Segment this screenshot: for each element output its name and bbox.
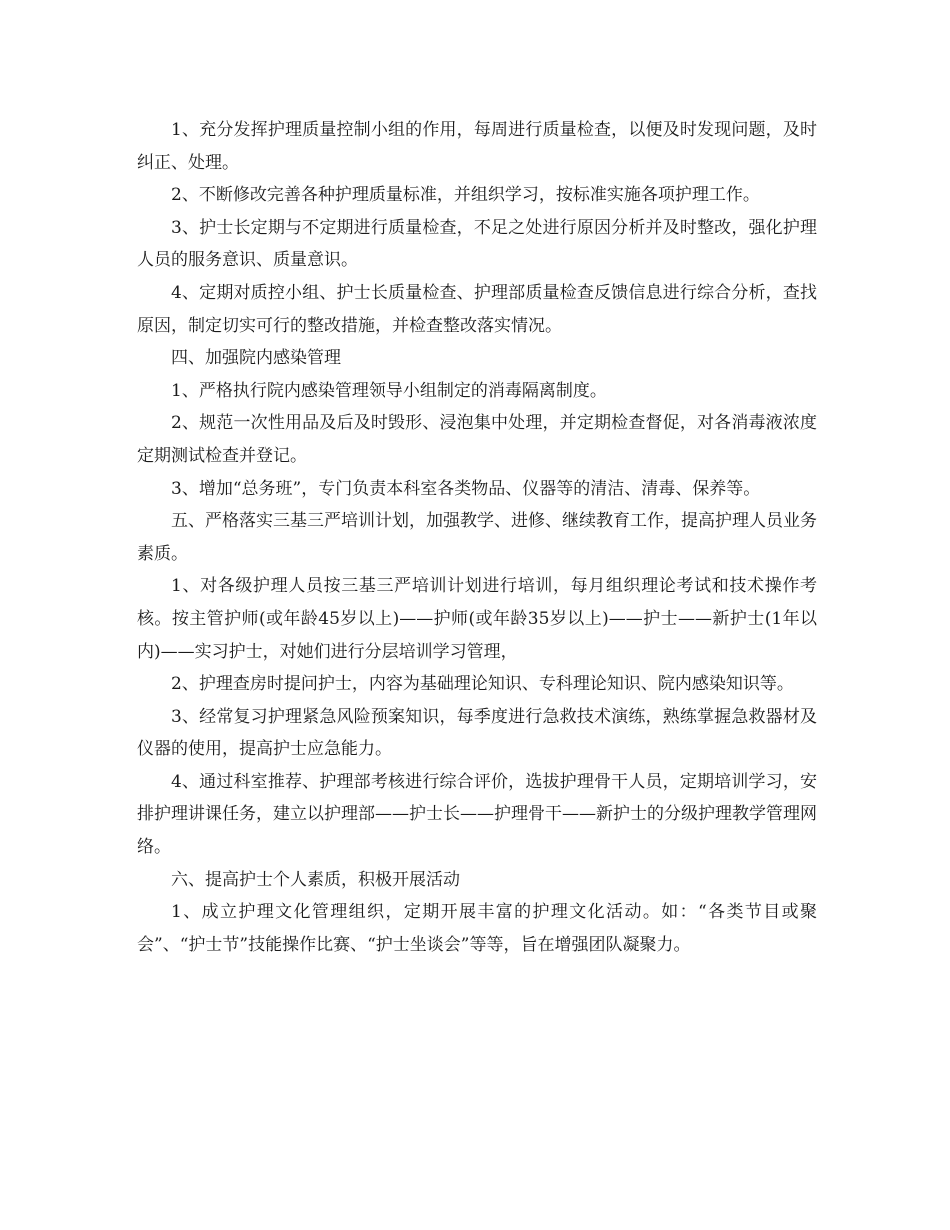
paragraph-quality-control-group: 1、充分发挥护理质量控制小组的作用，每周进行质量检查，以便及时发现问题，及时纠正、处理。 [137,120,817,173]
paragraph-disposable-items: 2、规范一次性用品及后及时毁形、浸泡集中处理，并定期检查督促，对各消毒液浓度定期测试检查并登记。 [137,413,817,466]
paragraph-disinfection-system: 1、严格执行院内感染管理领导小组制定的消毒隔离制度。 [171,380,607,401]
paragraph-ward-round-questions: 2、护理查房时提问护士，内容为基础理论知识、专科理论知识、院内感染知识等。 [171,674,794,695]
paragraph-quality-standards: 2、不断修改完善各种护理质量标准，并组织学习，按标准实施各项护理工作。 [171,185,760,206]
section-heading-infection-control: 四、加强院内感染管理 [171,348,341,369]
paragraph-teaching-network: 4、通过科室推荐、护理部考核进行综合评价，选拔护理骨干人员，定期培训学习，安排护理讲课任务，建立以护理部——护士长——护理骨干——新护士的分级护理教学管理网络。 [137,771,817,858]
paragraph-general-affairs-shift: 3、增加“总务班”，专门负责本科室各类物品、仪器等的清洁、清毒、保养等。 [171,478,761,499]
section-heading-training-plan: 五、严格落实三基三严培训计划，加强教学、进修、继续教育工作，提高护理人员业务素质。 [137,511,817,564]
paragraph-head-nurse-checks: 3、护士长定期与不定期进行质量检查，不足之处进行原因分析并及时整改，强化护理人员的服务意识、质量意识。 [137,217,817,271]
paragraph-emergency-drills: 3、经常复习护理紧急风险预案知识，每季度进行急救技术演练，熟练掌握急救器材及仪器的使用，提高护士应急能力。 [137,706,817,760]
paragraph-nursing-culture: 1、成立护理文化管理组织，定期开展丰富的护理文化活动。如：“各类节目或聚会”、“护士节”技能操作比赛、“护士坐谈会”等等，旨在增强团队凝聚力。 [137,902,817,955]
paragraph-feedback-analysis: 4、定期对质控小组、护士长质量检查、护理部质量检查反馈信息进行综合分析，查找原因，制定切实可行的整改措施，并检查整改落实情况。 [137,282,817,336]
document-body [137,114,817,961]
paragraph-tiered-training: 1、对各级护理人员按三基三严培训计划进行培训，每月组织理论考试和技术操作考核。按主管护师(或年龄45岁以上)——护师(或年龄35岁以上)——护士——新护士(1年以内)——实习护士，对她们进行分层培训学习管理， [137,576,817,662]
section-heading-personal-quality: 六、提高护士个人素质，积极开展活动 [171,869,460,890]
